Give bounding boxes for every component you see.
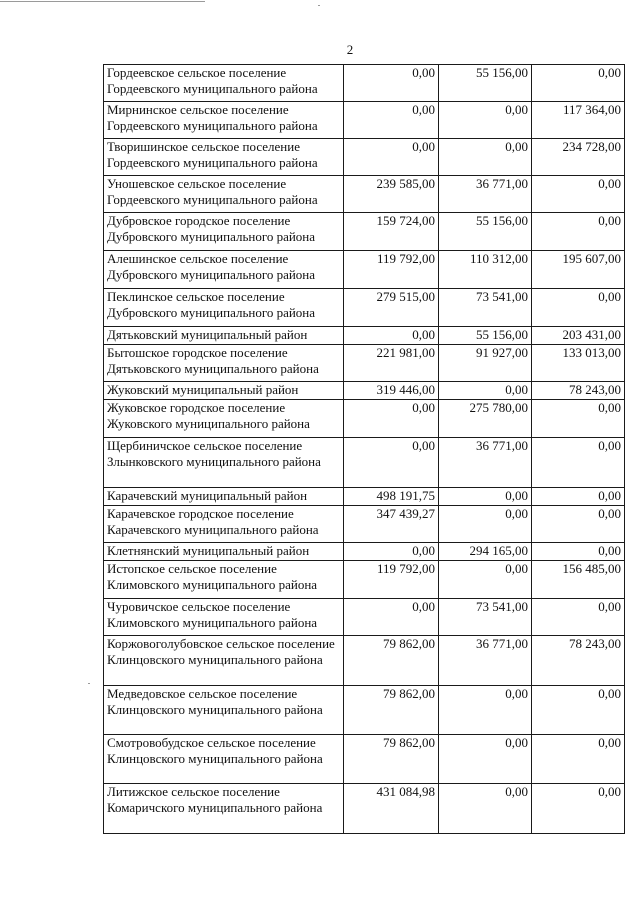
amount-column-3-cell: 195 607,00 <box>532 251 625 289</box>
table-row <box>104 251 625 289</box>
table-row <box>104 139 625 176</box>
amount-column-3-cell: 0,00 <box>532 213 625 251</box>
scan-speck <box>318 5 320 6</box>
amount-column-3-cell: 0,00 <box>532 176 625 213</box>
municipality-name-cell: Карачевское городское поселение Карачевского муниципального района <box>104 506 344 543</box>
amount-column-1-cell: 319 446,00 <box>344 382 439 400</box>
amount-column-1-cell: 119 792,00 <box>344 561 439 599</box>
amount-column-1-cell: 0,00 <box>344 599 439 636</box>
municipality-name-cell: Жуковское городское поселение Жуковского муниципального района <box>104 400 344 438</box>
amount-column-3-cell: 203 431,00 <box>532 327 625 345</box>
municipality-name-cell: Медведовское сельское поселение Клинцовского муниципального района <box>104 686 344 735</box>
amount-column-3-cell: 0,00 <box>532 488 625 506</box>
amount-column-3-cell: 0,00 <box>532 506 625 543</box>
amount-column-3-cell: 0,00 <box>532 400 625 438</box>
table-row <box>104 636 625 686</box>
municipality-name-cell: Бытошское городское поселение Дятьковского муниципального района <box>104 345 344 382</box>
amount-column-1-cell: 431 084,98 <box>344 784 439 834</box>
amount-column-1-cell: 0,00 <box>344 139 439 176</box>
table-row <box>104 400 625 438</box>
amount-column-2-cell: 294 165,00 <box>439 543 532 561</box>
amount-column-3-cell: 0,00 <box>532 289 625 327</box>
municipality-name-cell: Истопское сельское поселение Климовского муниципального района <box>104 561 344 599</box>
amount-column-1-cell: 119 792,00 <box>344 251 439 289</box>
table-row <box>104 65 625 102</box>
amount-column-1-cell: 0,00 <box>344 400 439 438</box>
amount-column-3-cell: 78 243,00 <box>532 636 625 686</box>
amount-column-2-cell: 0,00 <box>439 784 532 834</box>
amount-column-2-cell: 0,00 <box>439 102 532 139</box>
amount-column-3-cell: 78 243,00 <box>532 382 625 400</box>
municipality-name-cell: Щербиничское сельское поселение Злынковского муниципального района <box>104 438 344 488</box>
amount-column-1-cell: 498 191,75 <box>344 488 439 506</box>
amount-column-2-cell: 0,00 <box>439 382 532 400</box>
amount-column-3-cell: 133 013,00 <box>532 345 625 382</box>
amount-column-2-cell: 0,00 <box>439 686 532 735</box>
amount-column-1-cell: 0,00 <box>344 102 439 139</box>
amount-column-1-cell: 0,00 <box>344 543 439 561</box>
amount-column-3-cell: 0,00 <box>532 686 625 735</box>
table-row <box>104 488 625 506</box>
amount-column-2-cell: 0,00 <box>439 488 532 506</box>
scan-edge-line <box>0 1 205 2</box>
amount-column-1-cell: 0,00 <box>344 438 439 488</box>
municipality-name-cell: Литижское сельское поселение Комаричского муниципального района <box>104 784 344 834</box>
amount-column-2-cell: 36 771,00 <box>439 636 532 686</box>
amount-column-2-cell: 91 927,00 <box>439 345 532 382</box>
amount-column-3-cell: 117 364,00 <box>532 102 625 139</box>
amount-column-2-cell: 0,00 <box>439 506 532 543</box>
table-row <box>104 102 625 139</box>
table-row <box>104 561 625 599</box>
municipality-name-cell: Уношевское сельское поселение Гордеевского муниципального района <box>104 176 344 213</box>
amount-column-1-cell: 159 724,00 <box>344 213 439 251</box>
municipality-name-cell: Клетнянский муниципальный район <box>104 543 344 561</box>
table-row <box>104 599 625 636</box>
municipality-name-cell: Жуковский муниципальный район <box>104 382 344 400</box>
table-row <box>104 784 625 834</box>
amount-column-3-cell: 0,00 <box>532 784 625 834</box>
table-row <box>104 345 625 382</box>
amount-column-2-cell: 73 541,00 <box>439 289 532 327</box>
municipality-name-cell: Чуровичское сельское поселение Климовского муниципального района <box>104 599 344 636</box>
amount-column-1-cell: 279 515,00 <box>344 289 439 327</box>
amount-column-2-cell: 55 156,00 <box>439 65 532 102</box>
amount-column-1-cell: 79 862,00 <box>344 735 439 784</box>
amount-column-3-cell: 0,00 <box>532 65 625 102</box>
amount-column-3-cell: 0,00 <box>532 735 625 784</box>
amount-column-2-cell: 55 156,00 <box>439 213 532 251</box>
municipality-name-cell: Карачевский муниципальный район <box>104 488 344 506</box>
scan-speck <box>88 683 90 684</box>
amount-column-3-cell: 0,00 <box>532 599 625 636</box>
table-row <box>104 327 625 345</box>
municipality-name-cell: Смотровобудское сельское поселение Клинцовского муниципального района <box>104 735 344 784</box>
amount-column-2-cell: 110 312,00 <box>439 251 532 289</box>
municipality-name-cell: Дубровское городское поселение Дубровского муниципального района <box>104 213 344 251</box>
municipality-name-cell: Коржовоголубовское сельское поселение Клинцовского муниципального района <box>104 636 344 686</box>
municipality-name-cell: Творишинское сельское поселение Гордеевского муниципального района <box>104 139 344 176</box>
budget-allocation-table <box>103 64 625 834</box>
table-row <box>104 543 625 561</box>
table-row <box>104 289 625 327</box>
amount-column-1-cell: 0,00 <box>344 327 439 345</box>
municipality-name-cell: Дятьковский муниципальный район <box>104 327 344 345</box>
municipality-name-cell: Пеклинское сельское поселение Дубровского муниципального района <box>104 289 344 327</box>
table-row <box>104 213 625 251</box>
amount-column-1-cell: 79 862,00 <box>344 636 439 686</box>
municipality-name-cell: Мирнинское сельское поселение Гордеевского муниципального района <box>104 102 344 139</box>
table-row <box>104 686 625 735</box>
page-number: 2 <box>346 42 354 57</box>
table-row <box>104 735 625 784</box>
amount-column-1-cell: 347 439,27 <box>344 506 439 543</box>
municipality-name-cell: Алешинское сельское поселение Дубровского муниципального района <box>104 251 344 289</box>
municipality-name-cell: Гордеевское сельское поселение Гордеевского муниципального района <box>104 65 344 102</box>
table-body <box>104 65 625 834</box>
amount-column-2-cell: 36 771,00 <box>439 176 532 213</box>
amount-column-1-cell: 79 862,00 <box>344 686 439 735</box>
amount-column-3-cell: 234 728,00 <box>532 139 625 176</box>
amount-column-3-cell: 0,00 <box>532 438 625 488</box>
amount-column-1-cell: 239 585,00 <box>344 176 439 213</box>
table-row <box>104 506 625 543</box>
amount-column-2-cell: 275 780,00 <box>439 400 532 438</box>
amount-column-2-cell: 0,00 <box>439 561 532 599</box>
table-row <box>104 438 625 488</box>
amount-column-2-cell: 36 771,00 <box>439 438 532 488</box>
amount-column-2-cell: 73 541,00 <box>439 599 532 636</box>
amount-column-2-cell: 0,00 <box>439 735 532 784</box>
amount-column-1-cell: 221 981,00 <box>344 345 439 382</box>
amount-column-3-cell: 0,00 <box>532 543 625 561</box>
amount-column-2-cell: 0,00 <box>439 139 532 176</box>
table-row <box>104 382 625 400</box>
amount-column-1-cell: 0,00 <box>344 65 439 102</box>
table-row <box>104 176 625 213</box>
amount-column-3-cell: 156 485,00 <box>532 561 625 599</box>
amount-column-2-cell: 55 156,00 <box>439 327 532 345</box>
